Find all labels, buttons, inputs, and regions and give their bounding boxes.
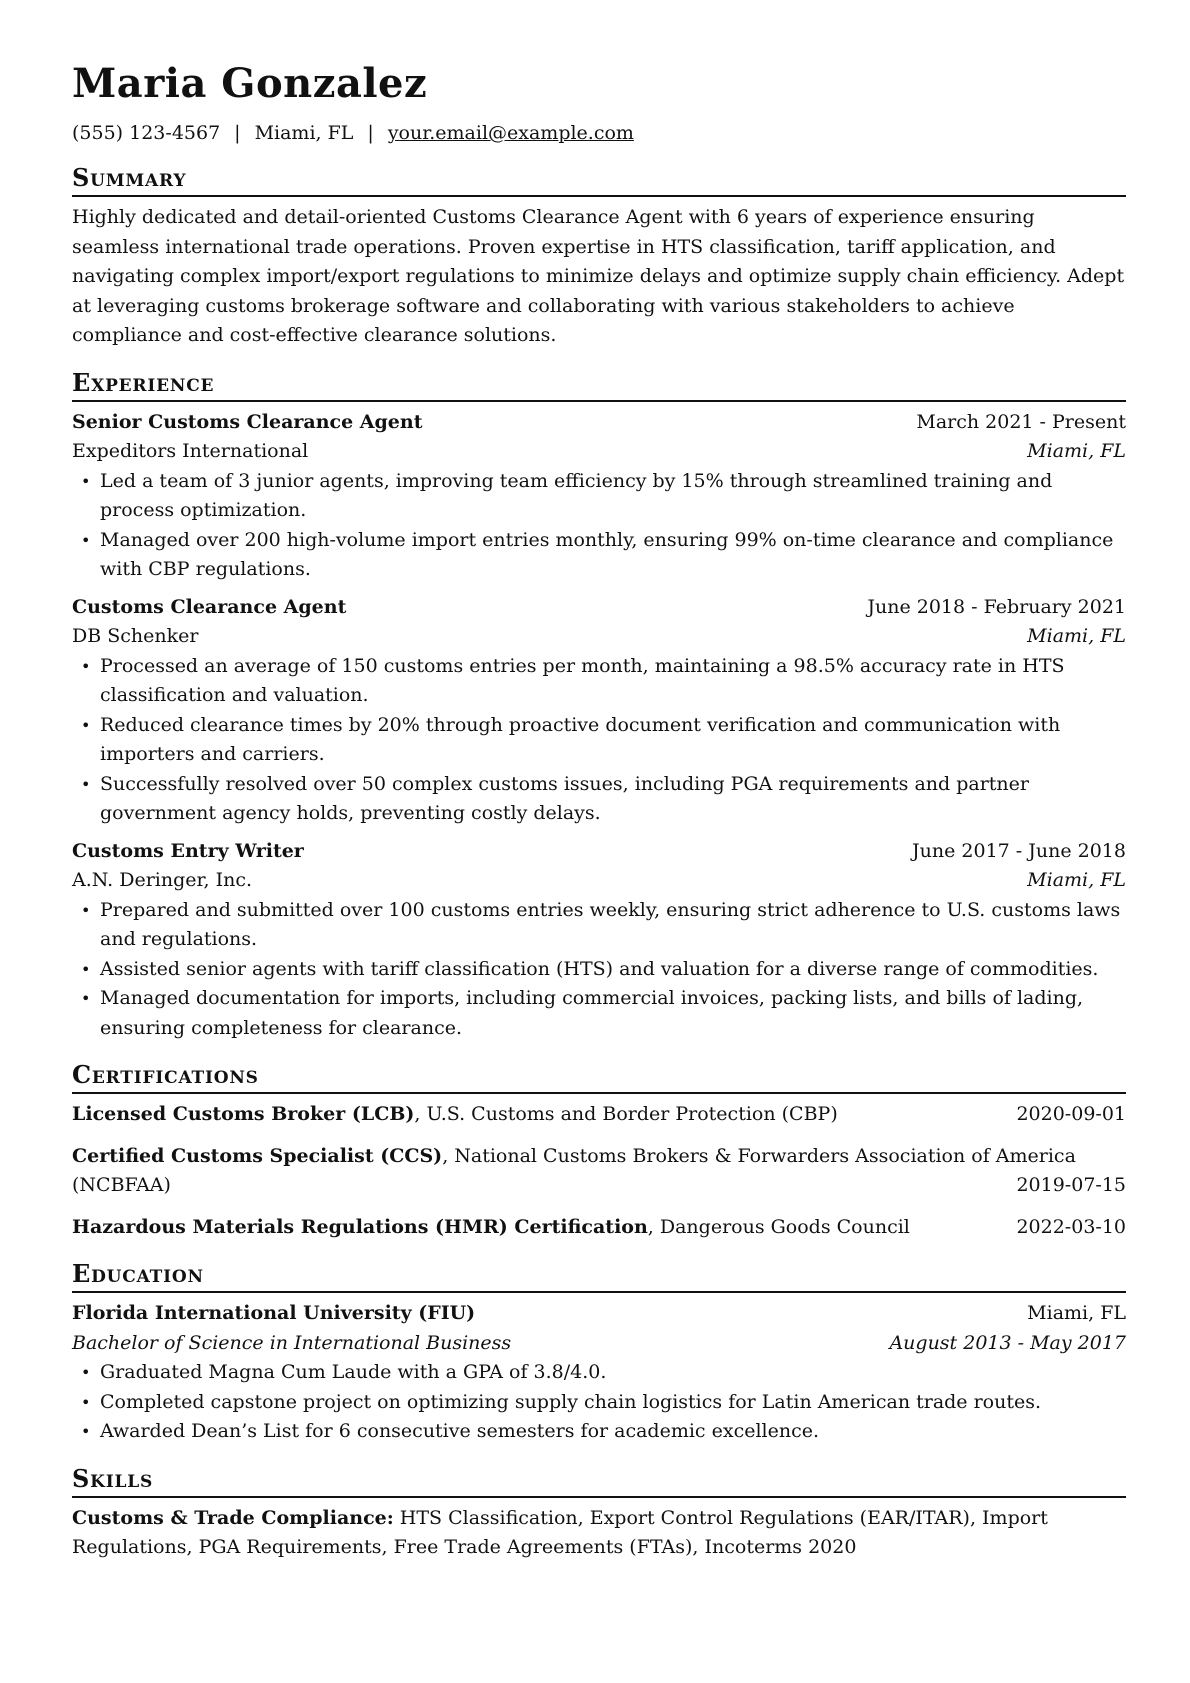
degree-name: Bachelor of Science in International Business	[72, 1331, 512, 1354]
contact-separator: |	[234, 122, 241, 144]
job-location: Miami, FL	[1027, 625, 1126, 647]
certification-issuer: , U.S. Customs and Border Protection (CBP)	[414, 1103, 838, 1125]
candidate-name: Maria Gonzalez	[72, 60, 428, 107]
education-section	[72, 1258, 1126, 1447]
job-role: Senior Customs Clearance Agent	[72, 410, 423, 433]
job-dates: March 2021 - Present	[916, 410, 1126, 433]
section-title-skills: Skills	[72, 1463, 1126, 1498]
job-bullets	[72, 467, 1126, 585]
skills-category: Customs & Trade Compliance:	[72, 1506, 394, 1529]
certification-item	[72, 1100, 1126, 1130]
job-company: DB Schenker	[72, 625, 199, 647]
job-entry	[72, 593, 1126, 829]
job-bullets	[72, 652, 1126, 829]
contact-location: Miami, FL	[254, 122, 354, 144]
job-entry	[72, 837, 1126, 1044]
certification-name: Licensed Customs Broker (LCB)	[72, 1103, 415, 1125]
list-item: • Managed over 200 high-volume import entries monthly, ensuring 99% on-time clearance and compliance with CBP regulations.	[72, 526, 1126, 585]
list-item: • Prepared and submitted over 100 customs entries weekly, ensuring strict adherence to U.S. customs laws and regulations.	[72, 896, 1126, 955]
job-location: Miami, FL	[1027, 869, 1126, 891]
summary-section	[72, 162, 1126, 351]
resume-page	[72, 58, 1126, 1563]
section-title-education: Education	[72, 1258, 1126, 1293]
certification-item	[72, 1142, 1126, 1201]
list-item: • Awarded Dean’s List for 6 consecutive semesters for academic excellence.	[72, 1417, 1126, 1447]
certification-date: 2019-07-15	[1016, 1174, 1126, 1196]
list-item: • Assisted senior agents with tariff classification (HTS) and valuation for a diverse range of commodities.	[72, 955, 1126, 985]
job-dates: June 2018 - February 2021	[867, 595, 1126, 618]
certifications-section	[72, 1059, 1126, 1242]
contact-separator: |	[367, 122, 374, 144]
skills-items: HTS Classification, Export Control Regulations (EAR/ITAR), Import Regulations, PGA Requirements, Free Trade Agreements (FTAs), Incoterms 2020	[72, 1506, 1048, 1558]
list-item: • Led a team of 3 junior agents, improving team efficiency by 15% through streamlined training and process optimization.	[72, 467, 1126, 526]
job-location: Miami, FL	[1027, 440, 1126, 462]
list-item: • Graduated Magna Cum Laude with a GPA of 3.8/4.0.	[72, 1358, 1126, 1388]
list-item: • Reduced clearance times by 20% through proactive document verification and communication with importers and carriers.	[72, 711, 1126, 770]
job-role: Customs Clearance Agent	[72, 595, 347, 618]
list-item: • Processed an average of 150 customs entries per month, maintaining a 98.5% accuracy rate in HTS classification and valuation.	[72, 652, 1126, 711]
section-title-certifications: Certifications	[72, 1059, 1126, 1094]
education-dates: August 2013 - May 2017	[889, 1331, 1126, 1354]
summary-text: Highly dedicated and detail-oriented Customs Clearance Agent with 6 years of experience ensuring seamless international trade operations. Proven expertise in HTS classification, tariff application, and navigating complex import/export regulations to minimize delays and optimize supply chain efficiency. Adept at leveraging customs brokerage software and collaborating with various stakeholders to achieve compliance and cost-effective clearance solutions.	[72, 206, 1125, 346]
list-item: • Managed documentation for imports, including commercial invoices, packing lists, and bills of lading, ensuring completeness for clearance.	[72, 984, 1126, 1043]
school-name: Florida International University (FIU)	[72, 1302, 476, 1324]
job-entry	[72, 408, 1126, 585]
section-title-experience: Experience	[72, 367, 1126, 402]
certification-issuer: , National Customs Brokers & Forwarders Association of America (NCBFAA)	[72, 1144, 1076, 1196]
job-dates: June 2017 - June 2018	[912, 839, 1126, 862]
skills-section	[72, 1463, 1126, 1563]
job-role: Customs Entry Writer	[72, 839, 304, 862]
section-title-summary: Summary	[72, 162, 1126, 197]
skills-line	[72, 1504, 1126, 1563]
job-bullets	[72, 896, 1126, 1044]
education-bullets	[72, 1358, 1126, 1447]
job-company: A.N. Deringer, Inc.	[72, 869, 253, 891]
list-item: • Completed capstone project on optimizing supply chain logistics for Latin American trade routes.	[72, 1388, 1126, 1418]
email-link[interactable]: your.email@example.com	[387, 122, 634, 144]
contact-line	[72, 120, 1126, 146]
job-company: Expeditors International	[72, 440, 309, 462]
certification-date: 2020-09-01	[1016, 1103, 1126, 1125]
certification-date: 2022-03-10	[1016, 1215, 1126, 1238]
certification-issuer: , Dangerous Goods Council	[647, 1215, 910, 1238]
certification-name: Hazardous Materials Regulations (HMR) Certification	[72, 1215, 648, 1238]
experience-section	[72, 367, 1126, 1044]
list-item: • Successfully resolved over 50 complex customs issues, including PGA requirements and partner government agency holds, preventing costly delays.	[72, 770, 1126, 829]
certification-item	[72, 1213, 1126, 1243]
certification-name: Certified Customs Specialist (CCS)	[72, 1144, 443, 1167]
school-location: Miami, FL	[1027, 1302, 1126, 1324]
phone-number: (555) 123-4567	[72, 122, 221, 144]
